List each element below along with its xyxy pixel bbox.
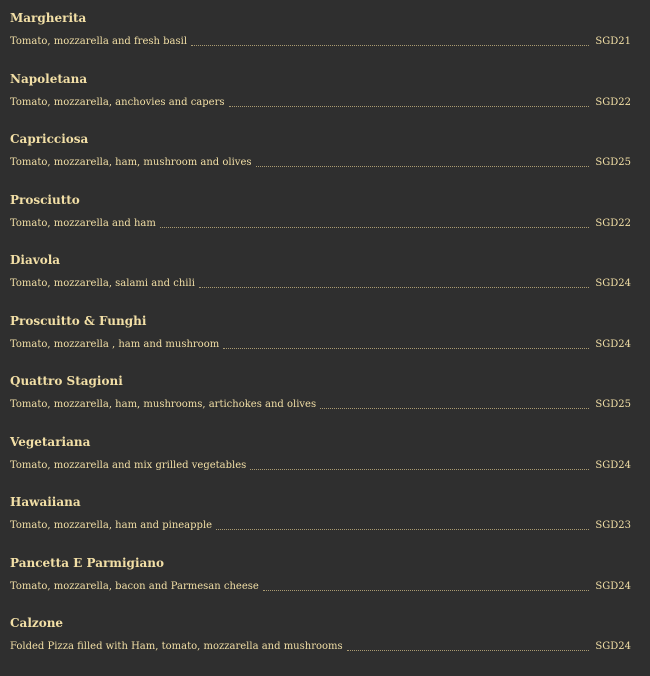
dotted-leader: [250, 468, 589, 470]
menu-item: [10, 434, 650, 495]
menu-item: [10, 494, 650, 555]
dotted-leader: [191, 44, 589, 46]
item-row: [10, 519, 631, 533]
item-description: Tomato, mozzarella, ham and pineapple: [10, 520, 213, 531]
menu-item: [10, 373, 650, 434]
item-row: [10, 580, 631, 594]
item-description: Tomato, mozzarella and fresh basil: [10, 36, 188, 47]
menu-item: [10, 252, 650, 313]
item-description: Tomato, mozzarella, ham, mushroom and olives: [10, 157, 252, 168]
item-price: SGD24: [595, 338, 631, 350]
item-name: Napoletana: [10, 71, 88, 86]
item-price: SGD25: [595, 399, 631, 410]
item-row: [10, 156, 631, 170]
item-name: Hawaiiana: [10, 495, 81, 509]
item-row: [10, 338, 631, 352]
dotted-leader: [320, 407, 589, 409]
item-row: [10, 277, 631, 291]
menu-item: [10, 131, 650, 192]
menu-item: [10, 192, 650, 253]
item-name: Pancetta E Parmigiano: [10, 555, 165, 570]
item-row: [10, 398, 631, 412]
item-price: SGD21: [595, 36, 631, 47]
dotted-leader: [263, 589, 590, 591]
item-name: Prosciutto: [10, 192, 80, 207]
dotted-leader: [216, 528, 589, 530]
item-price: SGD24: [595, 641, 631, 652]
item-price: SGD24: [595, 459, 631, 471]
item-row: [10, 217, 631, 231]
item-name: Proscuitto & Funghi: [10, 313, 147, 328]
item-name: Quattro Stagioni: [10, 374, 123, 388]
dotted-leader: [199, 286, 590, 288]
item-row: [10, 640, 631, 654]
item-description: Tomato, mozzarella and ham: [10, 217, 156, 229]
item-description: Tomato, mozzarella, anchovies and capers: [10, 96, 225, 108]
item-description: Folded Pizza filled with Ham, tomato, mozzarella and mushrooms: [10, 641, 343, 652]
dotted-leader: [347, 649, 590, 651]
item-name: Capricciosa: [10, 132, 89, 146]
item-description: Tomato, mozzarella , ham and mushroom: [10, 338, 220, 350]
menu-item: [10, 313, 650, 374]
item-price: SGD25: [595, 157, 631, 168]
item-name: Calzone: [10, 616, 64, 630]
dotted-leader: [160, 226, 590, 228]
item-description: Tomato, mozzarella, salami and chili: [10, 278, 195, 289]
menu-item: [10, 615, 650, 676]
menu-item: [10, 10, 650, 71]
item-price: SGD23: [595, 520, 631, 531]
item-description: Tomato, mozzarella, ham, mushrooms, artichokes and olives: [10, 399, 317, 410]
item-row: [10, 459, 631, 473]
item-name: Margherita: [10, 11, 87, 25]
item-description: Tomato, mozzarella and mix grilled vegetables: [10, 459, 247, 471]
menu-item: [10, 555, 650, 616]
item-name: Vegetariana: [10, 434, 91, 449]
item-row: [10, 96, 631, 110]
item-price: SGD22: [595, 96, 631, 108]
item-name: Diavola: [10, 253, 61, 267]
menu-item: [10, 71, 650, 132]
item-price: SGD24: [595, 580, 631, 592]
item-price: SGD24: [595, 278, 631, 289]
dotted-leader: [223, 347, 589, 349]
item-description: Tomato, mozzarella, bacon and Parmesan cheese: [10, 580, 259, 592]
item-row: [10, 35, 631, 49]
item-price: SGD22: [595, 217, 631, 229]
dotted-leader: [229, 105, 590, 107]
dotted-leader: [256, 165, 590, 167]
